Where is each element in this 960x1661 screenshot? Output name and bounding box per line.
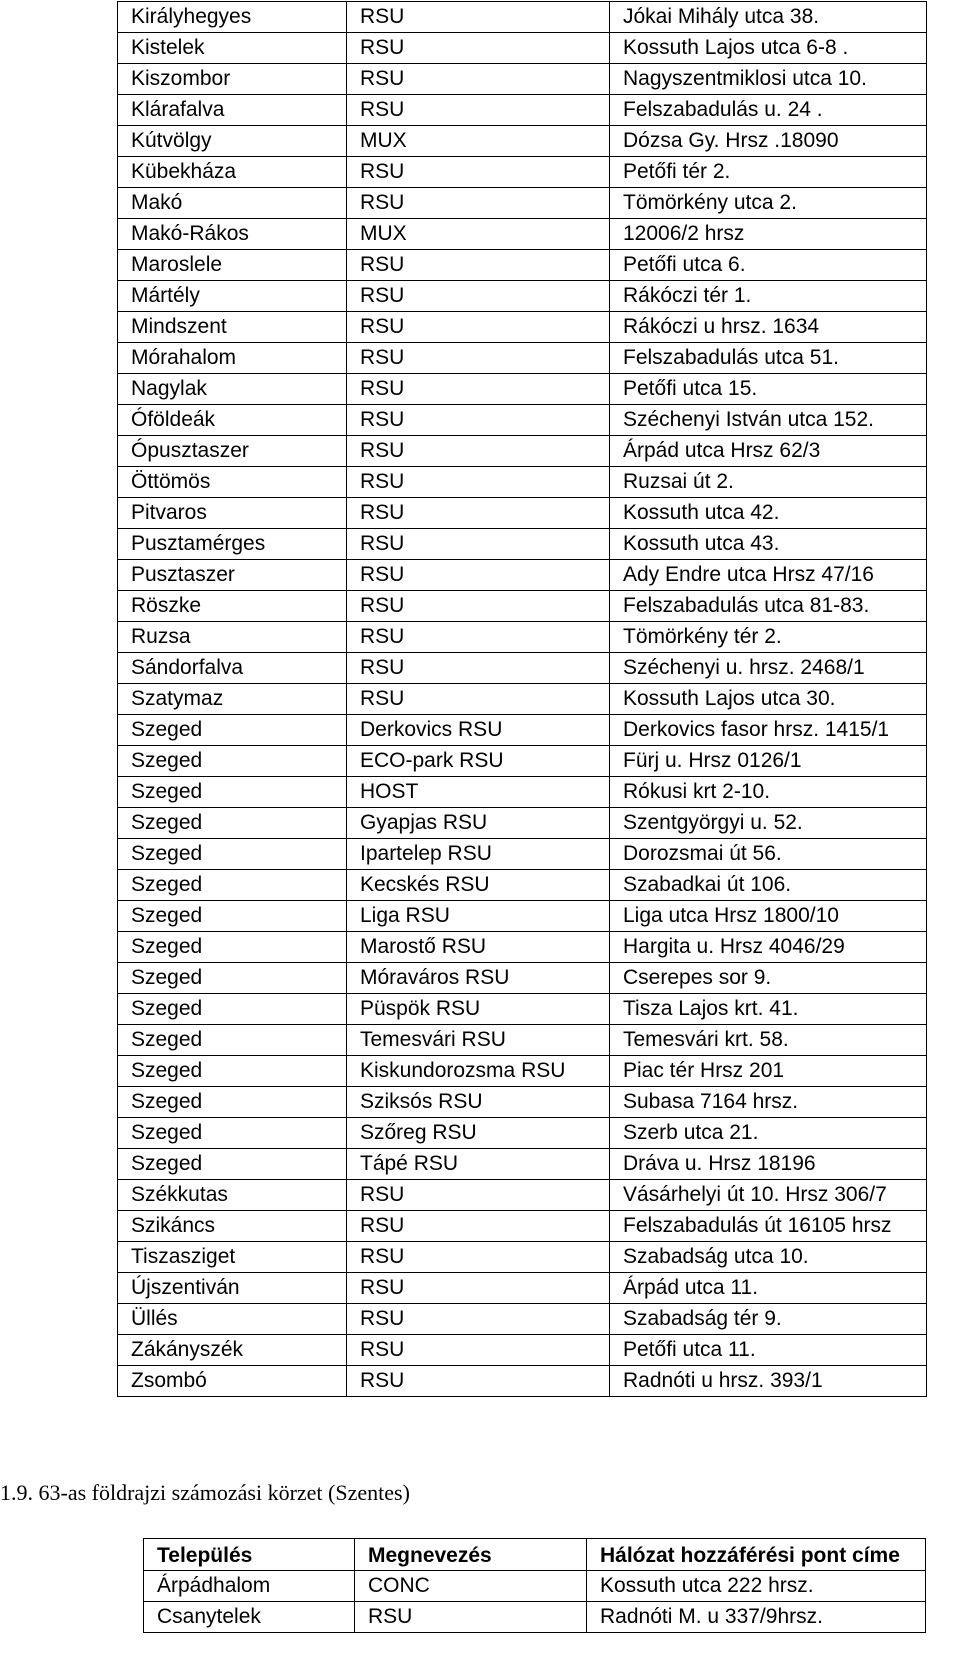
cell-settlement: Pusztamérges	[118, 529, 347, 560]
cell-address: Kossuth utca 42.	[610, 498, 927, 529]
cell-settlement: Mindszent	[118, 312, 347, 343]
cell-name: RSU	[347, 312, 610, 343]
cell-name: RSU	[347, 436, 610, 467]
cell-address: Petőfi utca 6.	[610, 250, 927, 281]
szentes-access-point-table	[143, 1538, 926, 1633]
table-row	[118, 1273, 927, 1304]
cell-address: Kossuth utca 43.	[610, 529, 927, 560]
table-row	[118, 870, 927, 901]
cell-settlement: Ruzsa	[118, 622, 347, 653]
cell-settlement: Árpádhalom	[144, 1571, 355, 1602]
cell-settlement: Pusztaszer	[118, 560, 347, 591]
cell-settlement: Zsombó	[118, 1366, 347, 1397]
cell-address: Felszabadulás utca 81-83.	[610, 591, 927, 622]
cell-name: RSU	[355, 1602, 587, 1633]
cell-address: Árpád utca Hrsz 62/3	[610, 436, 927, 467]
cell-name: Kecskés RSU	[347, 870, 610, 901]
cell-settlement: Röszke	[118, 591, 347, 622]
cell-address: Vásárhelyi út 10. Hrsz 306/7	[610, 1180, 927, 1211]
cell-name: HOST	[347, 777, 610, 808]
cell-address: Szentgyörgyi u. 52.	[610, 808, 927, 839]
cell-address: Tömörkény utca 2.	[610, 188, 927, 219]
cell-settlement: Szeged	[118, 932, 347, 963]
table-row	[118, 281, 927, 312]
cell-name: Derkovics RSU	[347, 715, 610, 746]
cell-name: Ipartelep RSU	[347, 839, 610, 870]
cell-address: Felszabadulás utca 51.	[610, 343, 927, 374]
cell-name: RSU	[347, 684, 610, 715]
szentes-table-body	[144, 1571, 926, 1633]
access-point-table-body	[118, 2, 927, 1397]
cell-settlement: Mórahalom	[118, 343, 347, 374]
cell-name: RSU	[347, 498, 610, 529]
cell-settlement: Szeged	[118, 1056, 347, 1087]
cell-settlement: Szikáncs	[118, 1211, 347, 1242]
cell-settlement: Szeged	[118, 715, 347, 746]
cell-settlement: Üllés	[118, 1304, 347, 1335]
cell-settlement: Öttömös	[118, 467, 347, 498]
cell-settlement: Szeged	[118, 746, 347, 777]
cell-settlement: Nagylak	[118, 374, 347, 405]
table-row	[118, 95, 927, 126]
table-row	[118, 994, 927, 1025]
cell-address: Dráva u. Hrsz 18196	[610, 1149, 927, 1180]
cell-settlement: Szeged	[118, 1118, 347, 1149]
cell-settlement: Kútvölgy	[118, 126, 347, 157]
cell-address: Cserepes sor 9.	[610, 963, 927, 994]
cell-settlement: Szeged	[118, 963, 347, 994]
cell-address: Széchenyi u. hrsz. 2468/1	[610, 653, 927, 684]
cell-name: RSU	[347, 1366, 610, 1397]
cell-settlement: Szeged	[118, 1025, 347, 1056]
cell-address: Kossuth Lajos utca 30.	[610, 684, 927, 715]
cell-address: Hargita u. Hrsz 4046/29	[610, 932, 927, 963]
cell-address: Rákóczi tér 1.	[610, 281, 927, 312]
table-row	[118, 715, 927, 746]
table-row	[118, 312, 927, 343]
cell-settlement: Székkutas	[118, 1180, 347, 1211]
table-row	[118, 808, 927, 839]
cell-address: Subasa 7164 hrsz.	[610, 1087, 927, 1118]
cell-address: Petőfi utca 15.	[610, 374, 927, 405]
cell-address: Rákóczi u hrsz. 1634	[610, 312, 927, 343]
cell-address: Tisza Lajos krt. 41.	[610, 994, 927, 1025]
table-row	[118, 839, 927, 870]
column-header-settlement: Település	[144, 1539, 355, 1571]
table-row	[118, 591, 927, 622]
table-row	[118, 529, 927, 560]
cell-name: RSU	[347, 1304, 610, 1335]
table-row	[118, 901, 927, 932]
access-point-table	[117, 1, 927, 1397]
table-row	[118, 932, 927, 963]
cell-name: RSU	[347, 405, 610, 436]
cell-settlement: Óföldeák	[118, 405, 347, 436]
cell-address: Piac tér Hrsz 201	[610, 1056, 927, 1087]
table-row	[118, 126, 927, 157]
cell-name: ECO-park RSU	[347, 746, 610, 777]
cell-settlement: Szeged	[118, 808, 347, 839]
cell-address: 12006/2 hrsz	[610, 219, 927, 250]
cell-name: RSU	[347, 64, 610, 95]
cell-name: RSU	[347, 560, 610, 591]
cell-name: MUX	[347, 126, 610, 157]
cell-settlement: Szeged	[118, 870, 347, 901]
cell-name: Szőreg RSU	[347, 1118, 610, 1149]
table-row	[118, 746, 927, 777]
cell-address: Széchenyi István utca 152.	[610, 405, 927, 436]
table-row	[118, 343, 927, 374]
cell-name: RSU	[347, 374, 610, 405]
table-row	[118, 1304, 927, 1335]
cell-address: Nagyszentmiklosi utca 10.	[610, 64, 927, 95]
cell-name: RSU	[347, 1273, 610, 1304]
cell-name: RSU	[347, 343, 610, 374]
table-row	[118, 250, 927, 281]
cell-name: RSU	[347, 250, 610, 281]
cell-name: Marostő RSU	[347, 932, 610, 963]
cell-address: Szabadkai út 106.	[610, 870, 927, 901]
cell-name: CONC	[355, 1571, 587, 1602]
table-row	[118, 188, 927, 219]
cell-settlement: Ópusztaszer	[118, 436, 347, 467]
table-row	[118, 157, 927, 188]
cell-settlement: Zákányszék	[118, 1335, 347, 1366]
table-row	[118, 1242, 927, 1273]
cell-settlement: Makó-Rákos	[118, 219, 347, 250]
table-row	[118, 405, 927, 436]
table-row	[118, 1118, 927, 1149]
table-row	[118, 560, 927, 591]
cell-address: Derkovics fasor hrsz. 1415/1	[610, 715, 927, 746]
cell-settlement: Mártély	[118, 281, 347, 312]
cell-name: RSU	[347, 281, 610, 312]
cell-address: Rókusi krt 2-10.	[610, 777, 927, 808]
cell-name: RSU	[347, 653, 610, 684]
cell-name: Sziksós RSU	[347, 1087, 610, 1118]
cell-name: RSU	[347, 1242, 610, 1273]
cell-settlement: Makó	[118, 188, 347, 219]
cell-address: Petőfi utca 11.	[610, 1335, 927, 1366]
cell-address: Kossuth Lajos utca 6-8 .	[610, 33, 927, 64]
table-row	[118, 1335, 927, 1366]
cell-address: Szerb utca 21.	[610, 1118, 927, 1149]
table-row	[118, 653, 927, 684]
cell-name: RSU	[347, 188, 610, 219]
cell-settlement: Maroslele	[118, 250, 347, 281]
table-row	[118, 64, 927, 95]
cell-settlement: Sándorfalva	[118, 653, 347, 684]
cell-address: Radnóti M. u 337/9hrsz.	[587, 1602, 926, 1633]
cell-address: Ady Endre utca Hrsz 47/16	[610, 560, 927, 591]
cell-name: RSU	[347, 95, 610, 126]
table-row	[118, 33, 927, 64]
cell-address: Szabadság tér 9.	[610, 1304, 927, 1335]
table-header-row	[144, 1539, 926, 1571]
cell-name: Móraváros RSU	[347, 963, 610, 994]
cell-settlement: Szeged	[118, 777, 347, 808]
table-row	[118, 1211, 927, 1242]
cell-settlement: Klárafalva	[118, 95, 347, 126]
cell-settlement: Pitvaros	[118, 498, 347, 529]
cell-address: Fürj u. Hrsz 0126/1	[610, 746, 927, 777]
cell-settlement: Újszentiván	[118, 1273, 347, 1304]
table-row	[118, 498, 927, 529]
cell-settlement: Szeged	[118, 994, 347, 1025]
cell-address: Tömörkény tér 2.	[610, 622, 927, 653]
cell-address: Dorozsmai út 56.	[610, 839, 927, 870]
table-row	[118, 777, 927, 808]
column-header-address: Hálózat hozzáférési pont címe	[587, 1539, 926, 1571]
table-row	[144, 1571, 926, 1602]
cell-settlement: Szatymaz	[118, 684, 347, 715]
cell-name: RSU	[347, 467, 610, 498]
table-row	[118, 1087, 927, 1118]
cell-address: Petőfi tér 2.	[610, 157, 927, 188]
table-row	[118, 436, 927, 467]
table-row	[118, 374, 927, 405]
cell-name: RSU	[347, 1335, 610, 1366]
cell-address: Kossuth utca 222 hrsz.	[587, 1571, 926, 1602]
cell-name: Tápé RSU	[347, 1149, 610, 1180]
cell-address: Felszabadulás út 16105 hrsz	[610, 1211, 927, 1242]
cell-settlement: Csanytelek	[144, 1602, 355, 1633]
table-row	[118, 219, 927, 250]
table-row	[118, 1180, 927, 1211]
cell-name: RSU	[347, 157, 610, 188]
cell-address: Ruzsai út 2.	[610, 467, 927, 498]
table-row	[118, 684, 927, 715]
cell-address: Árpád utca 11.	[610, 1273, 927, 1304]
cell-name: Püspök RSU	[347, 994, 610, 1025]
cell-settlement: Kiszombor	[118, 64, 347, 95]
cell-name: Kiskundorozsma RSU	[347, 1056, 610, 1087]
section-heading: 1.9. 63-as földrajzi számozási körzet (Szentes)	[0, 1480, 410, 1505]
cell-settlement: Tiszasziget	[118, 1242, 347, 1273]
cell-address: Dózsa Gy. Hrsz .18090	[610, 126, 927, 157]
cell-settlement: Szeged	[118, 839, 347, 870]
cell-settlement: Szeged	[118, 1149, 347, 1180]
cell-name: RSU	[347, 1180, 610, 1211]
column-header-name: Megnevezés	[355, 1539, 587, 1571]
table-row	[118, 622, 927, 653]
cell-name: RSU	[347, 622, 610, 653]
cell-name: RSU	[347, 2, 610, 33]
cell-settlement: Királyhegyes	[118, 2, 347, 33]
table-row	[118, 1025, 927, 1056]
cell-settlement: Kübekháza	[118, 157, 347, 188]
table-row	[118, 1366, 927, 1397]
cell-address: Radnóti u hrsz. 393/1	[610, 1366, 927, 1397]
cell-name: RSU	[347, 529, 610, 560]
cell-settlement: Kistelek	[118, 33, 347, 64]
cell-name: Gyapjas RSU	[347, 808, 610, 839]
cell-address: Temesvári krt. 58.	[610, 1025, 927, 1056]
cell-name: RSU	[347, 1211, 610, 1242]
cell-address: Felszabadulás u. 24 .	[610, 95, 927, 126]
cell-address: Jókai Mihály utca 38.	[610, 2, 927, 33]
cell-name: RSU	[347, 33, 610, 64]
table-row	[118, 2, 927, 33]
table-row	[144, 1602, 926, 1633]
table-row	[118, 1149, 927, 1180]
table-row	[118, 1056, 927, 1087]
cell-name: Temesvári RSU	[347, 1025, 610, 1056]
cell-address: Szabadság utca 10.	[610, 1242, 927, 1273]
cell-settlement: Szeged	[118, 901, 347, 932]
cell-settlement: Szeged	[118, 1087, 347, 1118]
cell-name: Liga RSU	[347, 901, 610, 932]
cell-address: Liga utca Hrsz 1800/10	[610, 901, 927, 932]
table-row	[118, 963, 927, 994]
table-row	[118, 467, 927, 498]
cell-name: MUX	[347, 219, 610, 250]
cell-name: RSU	[347, 591, 610, 622]
